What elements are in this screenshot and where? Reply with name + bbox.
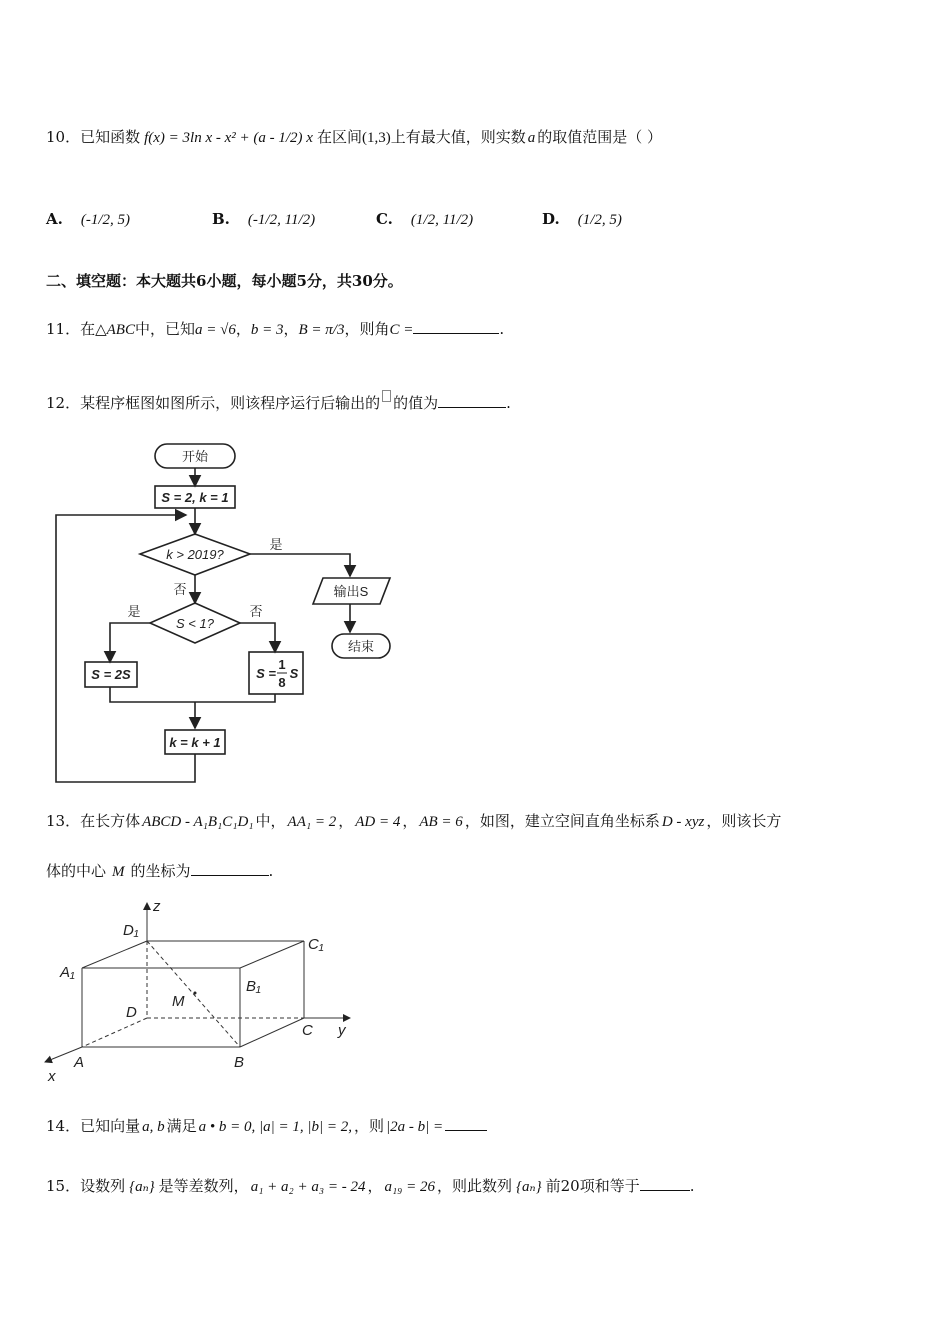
- q10-suffix: 的取值范围是（ ）: [537, 128, 663, 146]
- flow-yes2: 是: [127, 604, 141, 619]
- axis-z-label: z: [153, 898, 161, 915]
- q13-c2: AD = 4: [355, 814, 401, 830]
- vertex-D1: D₁: [123, 922, 139, 939]
- q13-solid: ABCD - A₁B₁C₁D₁: [142, 814, 254, 830]
- q13-end: .: [268, 862, 274, 880]
- vertex-A: A: [74, 1054, 85, 1071]
- q15-seq: {aₙ}: [129, 1179, 155, 1195]
- q13-line2b: 的坐标为: [130, 862, 191, 880]
- q15-end: .: [689, 1177, 695, 1195]
- q10-option-d[interactable]: [542, 210, 622, 229]
- q11-cond-b: b = 3: [250, 322, 284, 338]
- q11-cond-B: B = π/3: [298, 322, 345, 338]
- vertex-B: B: [234, 1054, 245, 1071]
- q13-prefix: 13．在长方体: [46, 812, 141, 830]
- q11-t2: ，则角: [344, 320, 390, 338]
- flow-right-box-num: 1: [278, 657, 286, 672]
- flow-output: 输出S: [333, 584, 369, 599]
- q10-mid: 在区间: [316, 128, 362, 146]
- q14-answer-blank[interactable]: [445, 1116, 487, 1131]
- q13-t3: ，则该长方: [706, 812, 782, 830]
- q12-end: .: [506, 394, 511, 412]
- q13-c3: AB = 6: [419, 814, 463, 830]
- option-label: B.: [212, 210, 230, 228]
- q10-option-c[interactable]: [376, 210, 473, 229]
- q10-mid2: 上有最大值，则实数: [390, 128, 526, 146]
- q12-stem: [46, 390, 511, 414]
- q15-seq2: {aₙ}: [516, 1179, 542, 1195]
- option-label: D.: [542, 210, 560, 228]
- axis-x-label: x: [48, 1068, 56, 1085]
- q10-option-a[interactable]: [46, 210, 130, 229]
- option-label: A.: [46, 210, 63, 228]
- flow-inc: k = k + 1: [169, 735, 221, 750]
- section-heading: 二、填空题：本大题共6小题，每小题5分，共30分。: [46, 272, 403, 290]
- flow-cond2: S < 1?: [176, 616, 214, 631]
- flow-no2: 否: [249, 604, 263, 619]
- flow-end: 结束: [347, 639, 375, 654]
- vertex-D: D: [126, 1004, 137, 1021]
- q14-t2: ，则: [353, 1117, 384, 1135]
- flow-no1: 否: [173, 582, 187, 597]
- q13-M: M: [112, 864, 125, 880]
- cuboid-figure: [40, 895, 370, 1090]
- q15-t2: ，则此数列: [437, 1177, 513, 1195]
- vertex-B1: B₁: [246, 978, 261, 995]
- q15-t1: 是等差数列，: [158, 1177, 249, 1195]
- q10-function: f(x) = 3ln x - x² + (a - 1/2) x: [144, 130, 313, 146]
- option-value: (1/2, 5): [577, 212, 622, 228]
- vertex-C1: C₁: [308, 936, 324, 953]
- q11-prefix: 11．在: [46, 320, 96, 338]
- q15-stem: 15．设数列 {aₙ} 是等差数列， a₁ + a₂ + a₃ = - 24 ， a₁₉ = 26 ，则此数列 {aₙ} 前20项和等于 .: [46, 1177, 695, 1195]
- option-label: C.: [376, 210, 393, 228]
- q13-t2: ，如图，建立空间直角坐标系: [464, 812, 660, 830]
- q12-text: 12．某程序框图如图所示，则该程序运行后输出的: [46, 394, 381, 412]
- q12-text2: 的值为: [393, 394, 439, 412]
- q10-stem: [46, 126, 662, 149]
- q14-vec: a, b: [142, 1119, 165, 1135]
- q11-answer-blank[interactable]: [413, 319, 499, 334]
- q13-line2a: 体的中心: [46, 862, 107, 880]
- q13-t1: 中，: [255, 812, 286, 830]
- q15-t3: 前20项和等于: [545, 1177, 640, 1195]
- q12-answer-blank[interactable]: [438, 393, 506, 408]
- flow-cond1: k > 2019?: [166, 547, 224, 562]
- q14-stem: [46, 1115, 487, 1138]
- q11-cond-a: a = √6: [194, 322, 236, 338]
- q11-stem: 11．在△ABC中，已知a = √6，b = 3，B = π/3，则角C = .: [46, 320, 505, 338]
- option-value: (1/2, 11/2): [410, 212, 474, 228]
- q11-triangle: △ABC: [95, 322, 135, 338]
- q10-interval: (1,3): [361, 130, 391, 146]
- flow-right-box-b: S: [289, 666, 299, 681]
- q11-t1: 中，已知: [134, 320, 195, 338]
- q13-answer-blank[interactable]: [191, 861, 269, 876]
- q13-c1: AA₁ = 2: [287, 814, 337, 830]
- q13-coord: D - xyz: [661, 814, 705, 830]
- flow-init: S = 2, k = 1: [161, 490, 229, 505]
- q10-prefix: 10．已知函数: [46, 128, 141, 146]
- flow-right-box-a: S =: [256, 666, 276, 681]
- q14-ask: |2a - b| =: [386, 1119, 444, 1135]
- flow-right-box-den: 8: [278, 675, 286, 690]
- q14-t1: 满足: [166, 1117, 197, 1135]
- q15-c1: a₁ + a₂ + a₃ = - 24: [250, 1179, 366, 1195]
- option-value: (-1/2, 5): [80, 212, 131, 228]
- flow-yes1: 是: [269, 537, 283, 552]
- vertex-A1: A₁: [60, 964, 75, 981]
- q15-c2: a₁₉ = 26: [384, 1179, 436, 1195]
- missing-glyph-icon: [382, 390, 391, 402]
- center-M: M: [172, 993, 185, 1010]
- axis-y-label: y: [338, 1022, 346, 1039]
- q14-cond: a • b = 0, |a| = 1, |b| = 2,: [198, 1119, 352, 1135]
- vertex-C: C: [302, 1022, 313, 1039]
- q10-var: a: [527, 130, 536, 146]
- flow-left-box: S = 2S: [91, 667, 131, 682]
- flowchart: [40, 438, 400, 788]
- q15-prefix: 15．设数列: [46, 1177, 126, 1195]
- q14-prefix: 14．已知向量: [46, 1117, 141, 1135]
- q13-stem-line1: 13．在长方体 ABCD - A₁B₁C₁D₁ 中， AA₁ = 2 ， AD = 4 ， AB = 6 ，如图，建立空间直角坐标系 D - xyz ，则该长方: [46, 812, 782, 830]
- q11-ask: C =: [389, 322, 414, 338]
- option-value: (-1/2, 11/2): [247, 212, 316, 228]
- q13-stem-line2: [46, 860, 273, 883]
- flow-start: 开始: [181, 449, 209, 464]
- q15-answer-blank[interactable]: [640, 1176, 690, 1191]
- q10-option-b[interactable]: [212, 210, 315, 229]
- q11-end: .: [499, 320, 505, 338]
